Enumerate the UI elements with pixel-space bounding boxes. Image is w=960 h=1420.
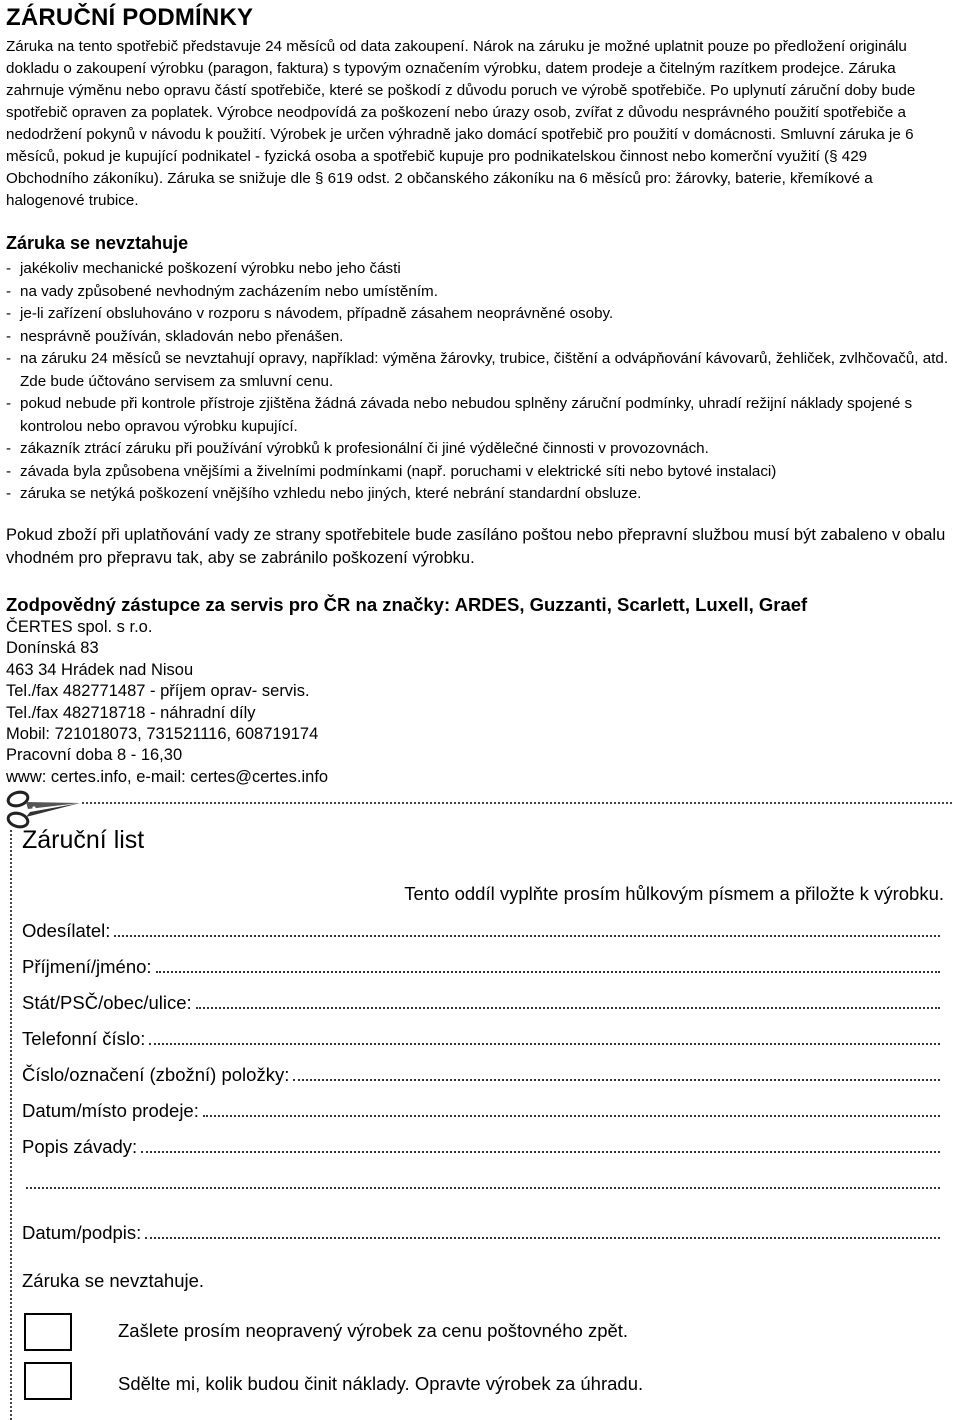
exclusion-item: - je-li zařízení obsluhováno v rozporu s návodem, případně zásahem neoprávněné osoby. [6, 303, 951, 326]
cut-line-top [82, 802, 952, 804]
field-name-label: Příjmení/jméno: [22, 956, 152, 977]
service-contact [6, 617, 328, 788]
field-address[interactable] [22, 988, 942, 1014]
service-title: Zodpovědný zástupce za servis pro ČR na značky: ARDES, Guzzanti, Scarlett, Luxell, Graef [6, 594, 808, 615]
exclusion-item: - na vady způsobené nevhodným zacházením nebo umístěním. [6, 281, 951, 304]
field-sender-label: Odesílatel: [22, 920, 111, 941]
service-mobile: Mobil: 721018073, 731521116, 608719174 [6, 725, 319, 744]
field-sale-date-place-label: Datum/místo prodeje: [22, 1100, 199, 1121]
exclusion-item: - závada byla způsobena vnějšími a živelními podmínkami (např. poruchami v elektrické síti nebo bytové instalaci) [6, 461, 951, 484]
exclusion-item: - záruka se netýká poškození vnějšího vzhledu nebo jiných, které nebrání standardní obsluze. [6, 483, 951, 506]
exclusions-list [6, 258, 951, 506]
exclusions-title: Záruka se nevztahuje [6, 233, 189, 253]
option-quote-repair-label: Sdělte mi, kolik budou činit náklady. Opravte výrobek za úhradu. [118, 1373, 644, 1394]
shipping-note: Pokud zboží při uplatňování vady ze strany spotřebitele bude zasíláno poštou nebo přepravní službou musí být zabaleno v obalu vhodném pro přepravu tak, aby se zabránilo poškození výrobku. [6, 526, 946, 567]
field-address-label: Stát/PSČ/obec/ulice: [22, 992, 192, 1013]
page-title: ZÁRUČNÍ PODMÍNKY [6, 4, 254, 31]
field-address-line[interactable] [196, 1006, 940, 1009]
option-return-unrepaired-label: Zašlete prosím neopravený výrobek za cenu poštovného zpět. [118, 1320, 629, 1341]
service-phone-parts: Tel./fax 482718718 - náhradní díly [6, 703, 256, 722]
field-defect-line[interactable] [141, 1150, 940, 1153]
exclusion-item: - nesprávně používán, skladován nebo přenášen. [6, 326, 951, 349]
field-sale-date-place[interactable] [22, 1096, 942, 1122]
exclusion-item: - jakékoliv mechanické poškození výrobku nebo jeho části [6, 258, 951, 281]
field-defect-label: Popis závady: [22, 1136, 138, 1157]
service-street: Donínská 83 [6, 639, 99, 658]
field-date-signature[interactable] [22, 1218, 942, 1244]
service-web-email: www: certes.info, e-mail: certes@certes.info [6, 767, 329, 786]
cut-line-left [10, 830, 12, 1420]
exclusion-item: - na záruku 24 měsíců se nevztahují opravy, například: výměna žárovky, trubice, čištění a odvápňování kávovarů, žehliček, zvlhčovačů, atd. Zde bude účtováno servisem za smluvní cenu. [6, 348, 951, 393]
field-name-line[interactable] [156, 970, 940, 973]
service-city: 463 34 Hrádek nad Nisou [6, 660, 194, 679]
field-sender-line[interactable] [114, 934, 940, 937]
field-sale-date-place-line[interactable] [203, 1114, 940, 1117]
exclusion-item: - pokud nebude při kontrole přístroje zjištěna žádná závada nebo nebudou splněny záruční podmínky, uhradí režijní náklady spojené s kontrolou nebo opravou výrobku kupující. [6, 393, 951, 438]
field-defect-continued[interactable] [22, 1168, 942, 1194]
field-defect-continued-line[interactable] [26, 1186, 940, 1189]
field-item-number[interactable] [22, 1060, 942, 1086]
exclusion-item: - zákazník ztrácí záruku při používání výrobků k profesionální či jiné výdělečné činnosti v provozovnách. [6, 438, 951, 461]
field-item-number-label: Číslo/označení (zbožní) položky: [22, 1064, 290, 1085]
card-instruction: Tento oddíl vyplňte prosím hůlkovým písmem a přiložte k výrobku. [404, 883, 944, 904]
service-hours: Pracovní doba 8 - 16,30 [6, 746, 183, 765]
field-defect[interactable] [22, 1132, 942, 1158]
card-title: Záruční list [22, 826, 145, 854]
field-phone[interactable] [22, 1024, 942, 1050]
service-company: ČERTES spol. s r.o. [6, 618, 153, 636]
field-item-number-line[interactable] [293, 1078, 940, 1081]
field-phone-line[interactable] [149, 1042, 940, 1045]
field-date-signature-label: Datum/podpis: [22, 1222, 142, 1243]
option-return-unrepaired-checkbox[interactable] [24, 1313, 72, 1351]
field-name[interactable] [22, 952, 942, 978]
field-phone-label: Telefonní číslo: [22, 1028, 146, 1049]
service-phone-repairs: Tel./fax 482771487 - příjem oprav- servis. [6, 682, 310, 701]
field-sender[interactable] [22, 916, 942, 942]
field-date-signature-line[interactable] [145, 1236, 940, 1239]
not-covered-note: Záruka se nevztahuje. [22, 1270, 205, 1291]
warranty-conditions-text: Záruka na tento spotřebič představuje 24 měsíců od data zakoupení. Nárok na záruku je možné uplatnit pouze po předložení originálu dokladu o zakoupení výrobku (paragon, faktura) s typovým označením výrobku, datem prodeje a čitelným razítkem prodejce. Záruka zahrnuje výměnu nebo opravu částí spotřebiče, které se poškodí z důvodu poruch ve výrobě spotřebiče. Po uplynutí záruční doby bude spotřebič opraven za poplatek. Výrobce neodpovídá za poškození nebo úrazy osob, zvířat z důvodu nesprávného použití spotřebiče a nedodržení pokynů v návodu k použití. Výrobek je určen výhradně jako domácí spotřebič pro použití v domácnosti. Smluvní záruka je 6 měsíců, pokud je kupující podnikatel - fyzická osoba a spotřebič kupuje pro podnikatelskou činnost nebo komerční využití (§ 429 Obchodního zákoníku). Záruka se snižuje dle § 619 odst. 2 občanského zákoníku na 6 měsíců pro: žárovky, baterie, křemíkové a halogenové trubice. [6, 38, 916, 209]
option-quote-repair-checkbox[interactable] [24, 1362, 72, 1400]
